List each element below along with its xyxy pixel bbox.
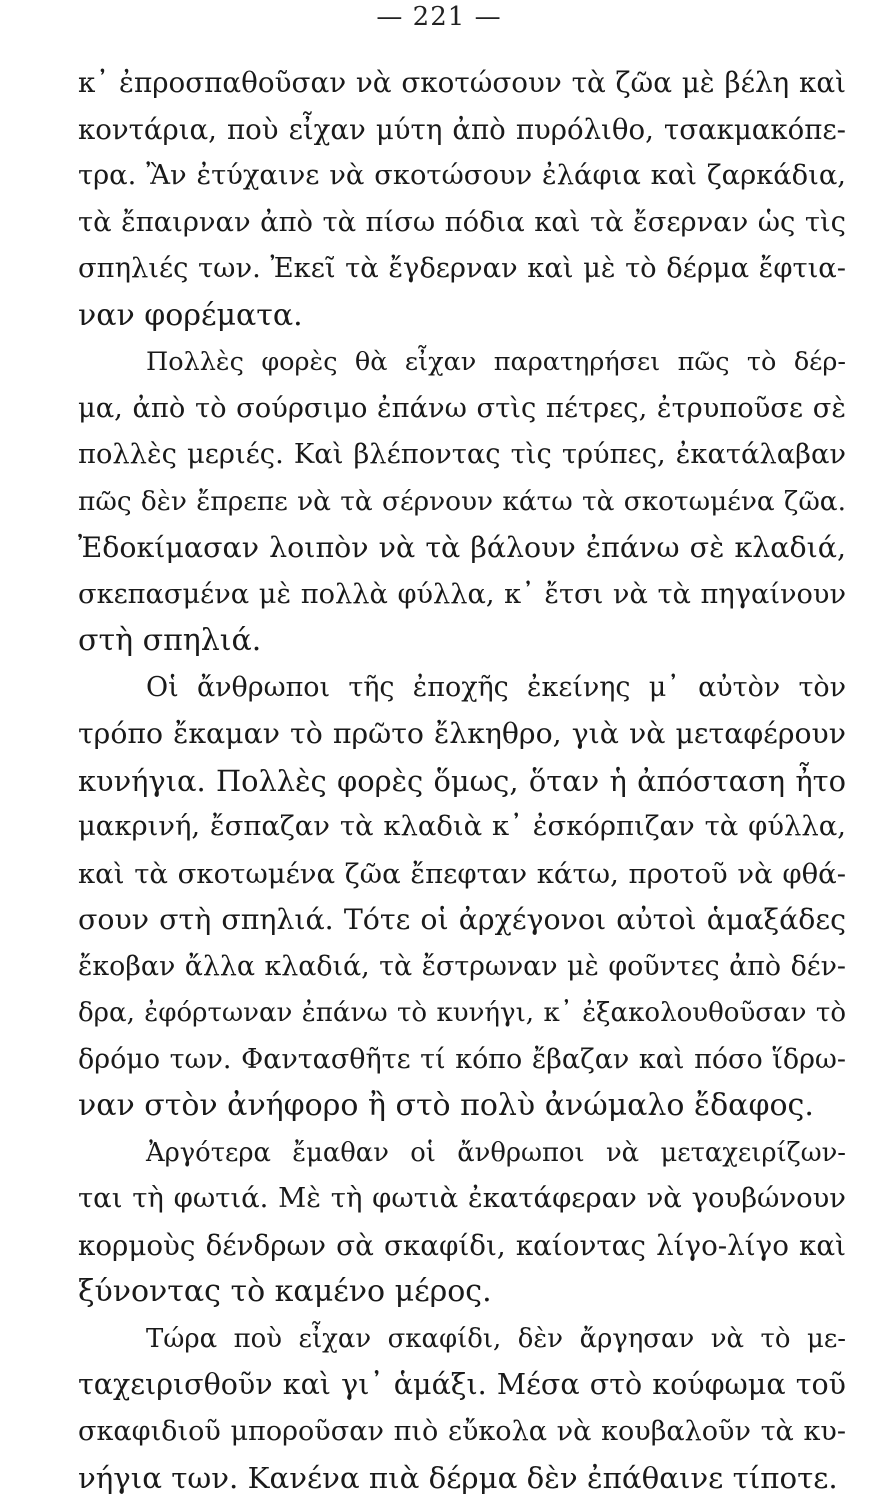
paragraph-2 [78, 339, 846, 665]
text-line: ναν στὸν ἀνήφορο ἢ στὸ πολὺ ἀνώμαλο ἔδαφος. [78, 1088, 814, 1123]
text-line: στὴ σπηλιά. [78, 623, 262, 658]
text-line: τὰ ἔπαιρναν ἀπὸ τὰ πίσω πόδια καὶ τὰ ἔσερναν ὡς τὶς [78, 206, 846, 238]
text-line: Οἱ ἄνθρωποι τῆς ἐποχῆς ἐκείνης μ᾽ αὐτὸν τὸν [146, 671, 846, 703]
text-line: σκεπασμένα μὲ πολλὰ φύλλα, κ᾽ ἔτσι νὰ τὰ πηγαίνουν [78, 578, 846, 610]
page-number: — 221 — [376, 2, 502, 32]
text-line: τρα. Ἂν ἐτύχαινε νὰ σκοτώσουν ἐλάφια καὶ ζαρκάδια, [78, 160, 846, 191]
text-line: καὶ τὰ σκοτωμένα ζῶα ἔπεφταν κάτω, προτοῦ νὰ φθά- [78, 857, 846, 890]
text-line: Ἀργότερα ἔμαθαν οἱ ἄνθρωποι νὰ μεταχειρίζων- [146, 1137, 846, 1168]
text-line: μακρινή, ἔσπαζαν τὰ κλαδιὰ κ᾽ ἐσκόρπιζαν τὰ φύλλα, [78, 811, 846, 842]
text-line: πολλὲς μεριές. Καὶ βλέποντας τὶς τρύπες, ἐκατάλαβαν [78, 439, 846, 470]
text-line: τρόπο ἔκαμαν τὸ πρῶτο ἔλκηθρο, γιὰ νὰ μεταφέρουν [78, 717, 846, 750]
text-line: κοντάρια, ποὺ εἶχαν μύτη ἀπὸ πυρόλιθο, τσακμακόπε- [78, 112, 846, 146]
text-line: σουν στὴ σπηλιά. Τότε οἱ ἀρχέγονοι αὐτοὶ ἁμαξάδες [78, 903, 846, 936]
text-line: νήγια των. Κανένα πιὰ δέρμα δὲν ἐπάθαινε τίποτε. [78, 1461, 838, 1495]
text-line: Τώρα ποὺ εἶχαν σκαφίδι, δὲν ἄργησαν νὰ τὸ με- [146, 1323, 846, 1354]
text-line: πῶς δὲν ἔπρεπε νὰ τὰ σέρνουν κάτω τὰ σκοτωμένα ζῶα. [78, 486, 846, 517]
text-line: δρα, ἐφόρτωναν ἐπάνω τὸ κυνήγι, κ᾽ ἐξακολουθοῦσαν τὸ [78, 998, 846, 1028]
text-line: κ᾽ ἐπροσπαθοῦσαν νὰ σκοτώσουν τὰ ζῶα μὲ βέλη καὶ [78, 66, 846, 99]
text-line: σκαφιδιοῦ μποροῦσαν πιὸ εὔκολα νὰ κουβαλοῦν τὰ κυ- [78, 1415, 846, 1447]
paragraph-3 [78, 665, 846, 1130]
text-line: ναν φορέματα. [78, 297, 303, 333]
body-text [78, 60, 846, 1502]
text-line: Ἐδοκίμασαν λοιπὸν νὰ τὰ βάλουν ἐπάνω σὲ κλαδιά, [78, 531, 846, 564]
text-line: κυνήγια. Πολλὲς φορὲς ὅμως, ὅταν ἡ ἀπόσταση ἦτο [78, 763, 846, 798]
paragraph-4 [78, 1130, 846, 1316]
text-line: Πολλὲς φορὲς θὰ εἶχαν παρατηρήσει πῶς τὸ δέρ- [146, 347, 846, 377]
paragraph-1 [78, 60, 846, 339]
text-line: ξύνοντας τὸ καμένο μέρος. [78, 1274, 492, 1309]
text-line: ται τὴ φωτιά. Μὲ τὴ φωτιὰ ἐκατάφεραν νὰ γουβώνουν [78, 1183, 846, 1214]
text-line: δρόμο των. Φαντασθῆτε τί κόπο ἔβαζαν καὶ πόσο ἵδρω- [78, 1043, 846, 1075]
text-line: ἔκοβαν ἄλλα κλαδιά, τὰ ἔστρωναν μὲ φοῦντες ἀπὸ δέν- [78, 950, 846, 982]
text-line: σπηλιές των. Ἐκεῖ τὰ ἔγδερναν καὶ μὲ τὸ δέρμα ἔφτια- [78, 253, 846, 284]
text-line: ταχειρισθοῦν καὶ γι᾽ ἁμάξι. Μέσα στὸ κούφωμα τοῦ [78, 1368, 846, 1401]
text-line: κορμοὺς δένδρων σὰ σκαφίδι, καίοντας λίγο-λίγο καὶ [78, 1228, 846, 1262]
paragraph-5 [78, 1316, 846, 1502]
text-line: μα, ἀπὸ τὸ σούρσιμο ἐπάνω στὶς πέτρες, ἐτρυποῦσε σὲ [78, 392, 846, 424]
